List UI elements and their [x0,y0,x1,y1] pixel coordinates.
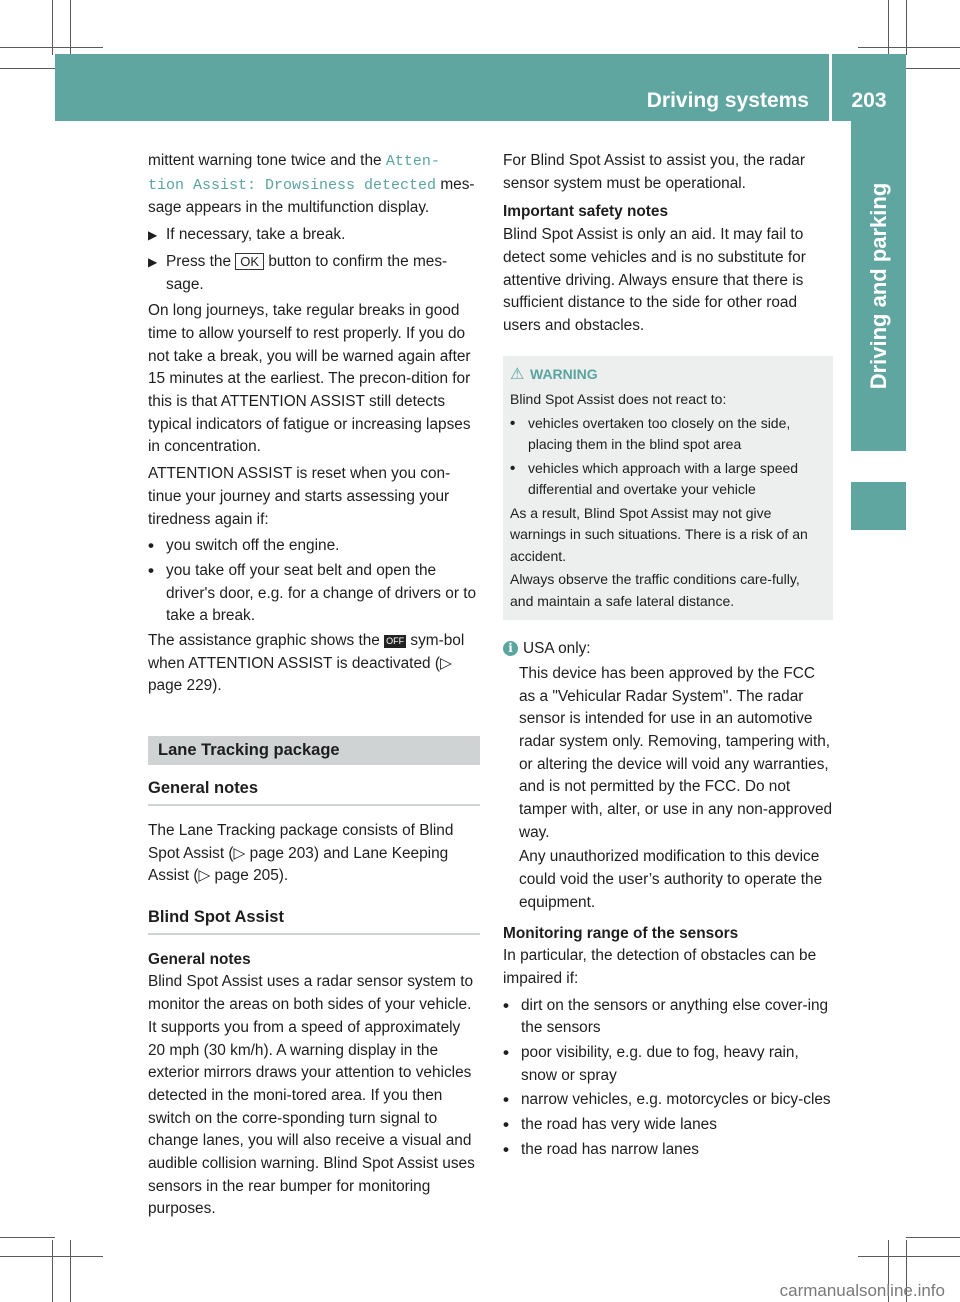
list-item: • vehicles overtaken too closely on the side, placing them in the blind spot area [510,414,791,453]
crop-mark [906,0,907,55]
minor-heading: General notes [148,950,251,968]
body-paragraph: In particular, the detection of obstacles can be impaired if: [503,947,817,987]
info-text: This device has been approved by the FCC as a "Vehicular Radar System". The radar sensor is intended for use in an automotive radar system only. Removing, tampering with, or altering the device will void any warranties, and is not permitted by the FCC. Do not tamper with, alter, or use in any non-approved way. [519,664,833,841]
info-text: Any unauthorized modification to this device could void the user’s authority to operate the equipment. [519,848,823,911]
info-note [503,638,833,914]
bullet-icon: • [503,1090,509,1110]
crop-mark [52,0,53,55]
chapter-title: Driving systems [646,89,809,112]
step-arrow-icon: ▶ [148,254,158,269]
section-title: Lane Tracking package [148,736,480,765]
watermark: carmanualsonline.info [779,1281,945,1300]
instruction-step: ▶ Press the OK button to confirm the mes‐sage. [148,252,448,293]
body-paragraph: The assistance graphic shows the OFF sym‐bol when ATTENTION ASSIST is deactivated (▷ page 229). [148,632,465,695]
crop-mark [52,1240,53,1302]
list-item: • dirt on the sensors or anything else cover‐ing the sensors [503,995,829,1037]
warning-label: WARNING [530,365,598,382]
info-title: USA only: [523,640,591,658]
ok-button-icon: OK [235,253,264,270]
crop-mark [858,1256,960,1257]
body-paragraph: ATTENTION ASSIST is reset when you con‐tinue your journey and starts assessing your tiredness again if: [148,465,451,528]
bullet-icon: • [148,560,154,580]
step-arrow-icon: ▶ [148,228,158,243]
warning-box [503,356,833,621]
crop-mark [70,0,71,55]
list-item: • the road has narrow lanes [503,1139,699,1159]
crop-mark [906,68,960,69]
intro-paragraph: mittent warning tone twice and the Atten‐ tion Assist: Drowsiness detected mes‐sage appears in the multifunction display. [148,152,475,217]
body-paragraph: The Lane Tracking package consists of Blind Spot Assist (▷ page 203) and Lane Keeping Assist (▷ page 205). [148,821,454,885]
body-paragraph: Blind Spot Assist uses a radar sensor system to monitor the areas on both sides of your vehicle. It supports you from a speed of approximately 20 mph (30 km/h). A warning display in the exterior mirrors draws your attention to vehicles detected in the moni‐tored area. If you then switch on the corre‐sponding turn signal to change lanes, you will also receive a visual and audible collision warning. Blind Spot Assist uses sensors in the rear bumper for monitoring purposes. [148,973,475,1218]
bullet-icon: • [510,459,516,477]
page-header [55,54,906,121]
bullet-icon: • [503,995,509,1015]
bullet-icon: • [503,1115,509,1135]
page-number: 203 [851,89,887,112]
warning-header [510,364,825,386]
minor-heading: Important safety notes [503,203,669,221]
warning-text: Blind Spot Assist does not react to: [510,391,727,408]
crop-mark [906,1237,960,1238]
body-paragraph: On long journeys, take regular breaks in good time to allow yourself to rest properly. If you do not take a break, you will be warned again after 15 minutes at the earliest. The precon‐dition for this is that ATTENTION ASSIST still detects typical indicators of fatigue or increasing lapses in concentration. [148,302,471,456]
crop-mark [858,47,960,48]
warning-text: Always observe the traffic conditions care‐fully, and maintain a safe lateral distance. [510,571,800,609]
side-tab-label: Driving and parking [865,182,891,390]
list-item: • vehicles which approach with a large speed differential and overtake your vehicle [510,459,799,498]
bullet-icon: • [148,536,154,556]
crop-mark [0,1237,55,1238]
bullet-icon: • [503,1043,509,1063]
subsection-heading: General notes [148,765,480,806]
side-tab-marker [851,482,906,530]
minor-heading: Monitoring range of the sensors [503,924,739,942]
warning-text: As a result, Blind Spot Assist may not give warnings in such situations. There is a risk of an accident. [510,504,808,564]
list-item: • the road has very wide lanes [503,1115,717,1135]
body-paragraph: Blind Spot Assist is only an aid. It may fail to detect some vehicles and is no substitute for attentive driving. Always ensure that there is sufficient distance to the side for other road users and obstacles. [503,226,806,334]
body-paragraph: For Blind Spot Assist to assist you, the radar sensor system must be operational. [503,152,805,192]
instruction-step: ▶ If necessary, take a break. [148,224,480,247]
attention-assist-off-icon: OFF [386,636,405,647]
list-item: • you take off your seat belt and open the driver's door, e.g. for a change of drivers or to take a break. [148,560,477,625]
bullet-icon: • [510,414,516,432]
crop-mark [0,68,55,69]
crop-mark [888,0,889,55]
display-message: Atten‐ [385,153,440,170]
list-item: • you switch off the engine. [148,536,340,556]
bullet-icon: • [503,1139,509,1159]
warning-triangle-icon: ⚠ [510,365,525,383]
subsection-heading: Blind Spot Assist [148,894,480,935]
display-message: tion Assist: Drowsiness detected [148,176,437,194]
list-item: • poor visibility, e.g. due to fog, heavy rain, snow or spray [503,1043,799,1084]
crop-mark [70,1240,71,1302]
right-column [503,150,833,1164]
section-side-tab [851,121,906,451]
info-icon: i [503,641,518,656]
list-item: • narrow vehicles, e.g. motorcycles or bicy‐cles [503,1090,831,1110]
left-column [148,150,480,1225]
